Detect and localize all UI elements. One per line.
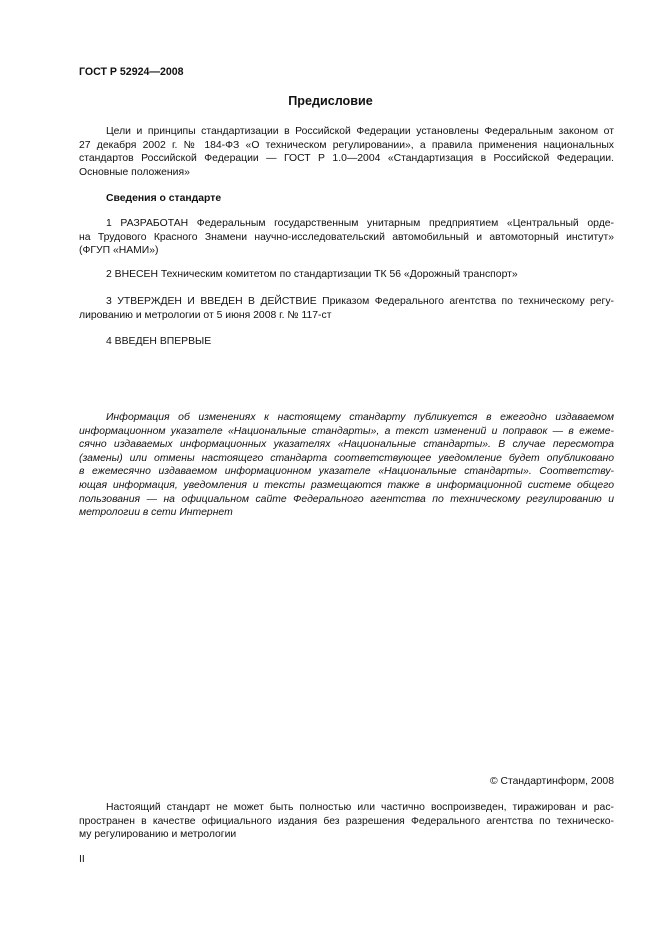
intro-paragraph (79, 125, 614, 179)
notice-line: пользования — на официальном сайте Федерального агентства по техническому регулированию и (79, 493, 614, 505)
intro-line: 27 декабря 2002 г. № 184-ФЗ «О техническом регулировании», а правила применения национальных (79, 139, 614, 151)
copyright-notice: © Стандартинформ, 2008 (489, 776, 614, 787)
notice-line: (замены) или отмены настоящего стандарта соответствующее уведомление будет опубликовано (79, 452, 614, 464)
item-approved (79, 295, 614, 322)
item-developed (79, 217, 614, 258)
intro-line: Цели и принципы стандартизации в Российской Федерации установлены Федеральным законом от (106, 126, 614, 137)
changes-info-notice (79, 411, 614, 520)
notice-line: информационном указателе «Национальные стандарты», а текст изменений и поправок — в ежеме- (79, 425, 614, 437)
notice-line: метрологии в сети Интернет (79, 507, 233, 519)
item-introduced (79, 268, 614, 282)
intro-line: стандартов Российской Федерации — ГОСТ Р 1.0—2004 «Стандартизация в Российской Федерации. (79, 153, 614, 165)
intro-line: Основные положения» (79, 166, 190, 178)
item-line: на Трудового Красного Знамени научно-исследовательский автомобильный и автомоторный институт» (79, 231, 614, 243)
page-number: II (79, 854, 85, 865)
item-line: (ФГУП «НАМИ») (79, 245, 159, 257)
item-line: лированию и метрологии от 5 июня 2008 г. № 117-ст (79, 309, 332, 321)
notice-line: Информация об изменениях к настоящему стандарту публикуется в ежегодно издаваемом (106, 412, 614, 423)
item-first-introduced (79, 335, 614, 349)
standard-info-heading: Сведения о стандарте (106, 193, 222, 204)
reproduction-notice (79, 801, 614, 842)
item-line: 3 УТВЕРЖДЕН И ВВЕДЕН В ДЕЙСТВИЕ Приказом Федерального агентства по техническому регу- (106, 296, 614, 307)
notice-line: пространен в качестве официального издания без разрешения Федерального агентства по техническо- (79, 815, 614, 827)
notice-line: Настоящий стандарт не может быть полностью или частично воспроизведен, тиражирован и рас- (106, 802, 614, 813)
item-line: 1 РАЗРАБОТАН Федеральным государственным унитарным предприятием «Центральный орде- (106, 218, 614, 229)
document-code: ГОСТ Р 52924—2008 (79, 66, 184, 78)
item-line: 4 ВВЕДЕН ВПЕРВЫЕ (106, 336, 212, 347)
notice-line: в ежемесячно издаваемом информационном указателе «Национальные стандарты». Соответству- (79, 466, 614, 478)
notice-line: ющая информация, уведомления и тексты размещаются также в информационной системе общего (79, 479, 614, 491)
page-title: Предисловие (288, 94, 373, 108)
notice-line: сячно издаваемых информационных указателях «Национальные стандарты». В случае пересмотра (79, 439, 614, 451)
notice-line: му регулированию и метрологии (79, 829, 237, 841)
item-line: 2 ВНЕСЕН Техническим комитетом по стандартизации ТК 56 «Дорожный транспорт» (106, 269, 518, 280)
